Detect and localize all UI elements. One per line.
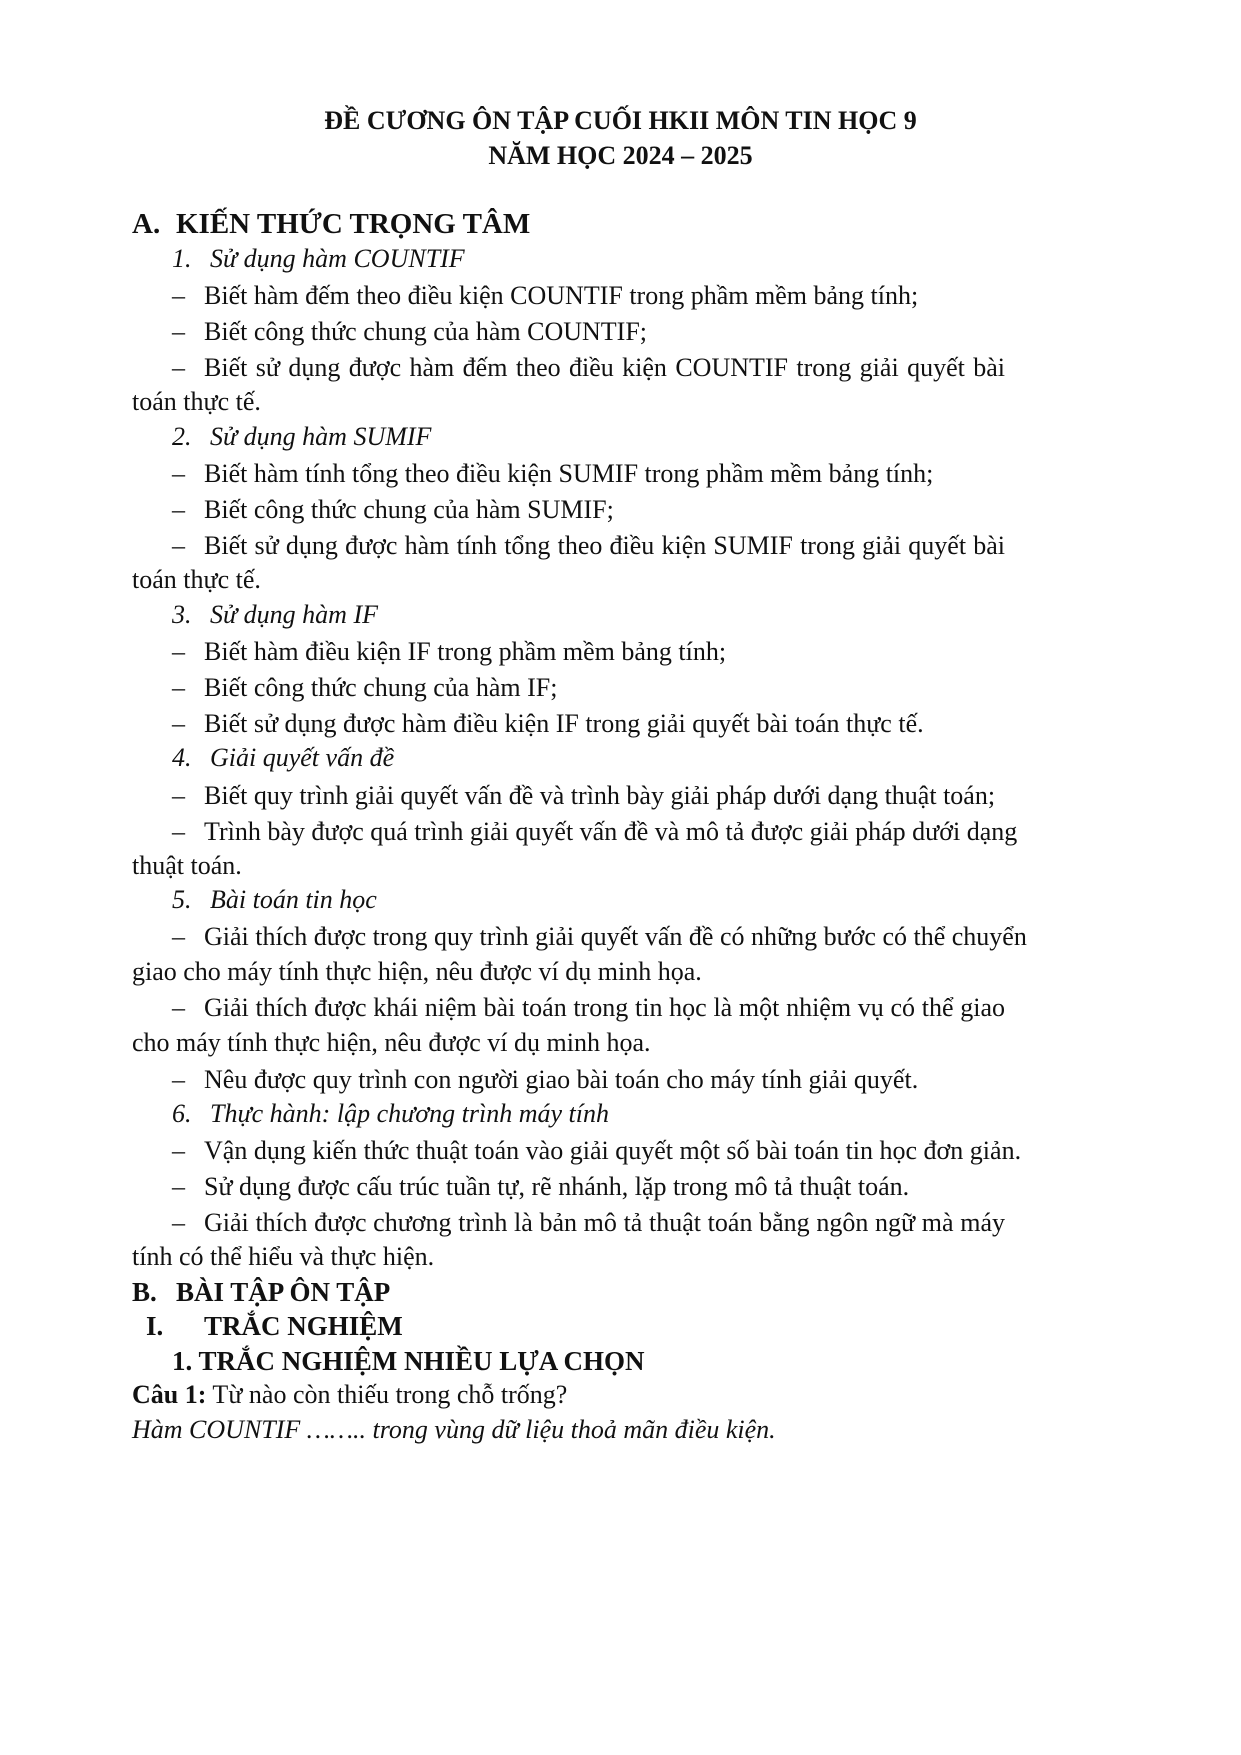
section-a-heading <box>132 209 530 239</box>
topic-6-continuation: tính có thể hiểu và thực hiện. <box>132 1242 435 1271</box>
doc-title-line-2: NĂM HỌC 2024 – 2025 <box>488 141 753 170</box>
topic-3-bullet-3: – Biết sử dụng được hàm điều kiện IF trong giải quyết bài toán thực tế. <box>172 709 924 738</box>
topic-4-bullet-1: – Biết quy trình giải quyết vấn đề và trình bày giải pháp dưới dạng thuật toán; <box>172 781 996 810</box>
topic-6-bullet-3: – Giải thích được chương trình là bản mô tả thuật toán bằng ngôn ngữ mà máy <box>172 1208 1005 1237</box>
topic-5-bullet-2: – Giải thích được khái niệm bài toán trong tin học là một nhiệm vụ có thể giao <box>172 993 1005 1022</box>
topic-4-heading: 4. Giải quyết vấn đề <box>172 743 395 772</box>
part-1-subheading: 1. TRẮC NGHIỆM NHIỀU LỰA CHỌN <box>172 1346 645 1376</box>
topic-6-bullet-2: – Sử dụng được cấu trúc tuần tự, rẽ nhánh, lặp trong mô tả thuật toán. <box>172 1172 910 1201</box>
topic-1-bullet-3: – Biết sử dụng được hàm đếm theo điều kiện COUNTIF trong giải quyết bài <box>172 353 1005 382</box>
topic-3-bullet-2: – Biết công thức chung của hàm IF; <box>172 673 558 702</box>
part-1-heading: I. TRẮC NGHIỆM <box>146 1311 403 1341</box>
section-b-label: B. <box>132 1277 157 1307</box>
question-1-label: Câu 1: <box>132 1380 207 1409</box>
section-b-heading <box>132 1277 390 1307</box>
topic-4-continuation: thuật toán. <box>132 851 242 880</box>
topic-6-bullet-1: – Vận dụng kiến thức thuật toán vào giải quyết một số bài toán tin học đơn giản. <box>172 1136 1022 1165</box>
topic-1-heading: 1. Sử dụng hàm COUNTIF <box>172 244 465 273</box>
topic-3-bullet-1: – Biết hàm điều kiện IF trong phầm mềm bảng tính; <box>172 637 727 666</box>
doc-title-line-1: ĐỀ CƯƠNG ÔN TẬP CUỐI HKII MÔN TIN HỌC 9 <box>324 106 917 135</box>
topic-5-bullet-3: – Nêu được quy trình con người giao bài toán cho máy tính giải quyết. <box>172 1065 919 1094</box>
topic-5-heading: 5. Bài toán tin học <box>172 885 377 914</box>
question-1-statement: Hàm COUNTIF …….. trong vùng dữ liệu thoả mãn điều kiện. <box>132 1415 776 1444</box>
section-a-text: KIẾN THỨC TRỌNG TÂM <box>176 208 531 240</box>
topic-4-bullet-2: – Trình bày được quá trình giải quyết vấn đề và mô tả được giải pháp dưới dạng <box>172 817 1018 846</box>
topic-2-continuation: toán thực tế. <box>132 565 261 594</box>
section-b-text: BÀI TẬP ÔN TẬP <box>176 1277 391 1307</box>
topic-2-bullet-1: – Biết hàm tính tổng theo điều kiện SUMIF trong phầm mềm bảng tính; <box>172 459 934 488</box>
topic-1-continuation: toán thực tế. <box>132 387 261 416</box>
topic-2-heading: 2. Sử dụng hàm SUMIF <box>172 422 432 451</box>
topic-6-heading: 6. Thực hành: lập chương trình máy tính <box>172 1099 609 1128</box>
topic-3-heading: 3. Sử dụng hàm IF <box>172 600 378 629</box>
topic-5-bullet-1-continuation: giao cho máy tính thực hiện, nêu được ví dụ minh họa. <box>132 957 702 986</box>
topic-5-bullet-1: – Giải thích được trong quy trình giải quyết vấn đề có những bước có thể chuyển <box>172 922 1027 951</box>
topic-2-bullet-2: – Biết công thức chung của hàm SUMIF; <box>172 495 614 524</box>
question-1-text: Từ nào còn thiếu trong chỗ trống? <box>206 1380 568 1409</box>
topic-1-bullet-2: – Biết công thức chung của hàm COUNTIF; <box>172 317 648 346</box>
topic-2-bullet-3: – Biết sử dụng được hàm tính tổng theo điều kiện SUMIF trong giải quyết bài <box>172 531 1005 560</box>
question-1 <box>132 1380 567 1410</box>
section-a-label: A. <box>132 208 161 240</box>
topic-1-bullet-1: – Biết hàm đếm theo điều kiện COUNTIF trong phầm mềm bảng tính; <box>172 281 919 310</box>
topic-5-bullet-2-continuation: cho máy tính thực hiện, nêu được ví dụ minh họa. <box>132 1028 651 1057</box>
